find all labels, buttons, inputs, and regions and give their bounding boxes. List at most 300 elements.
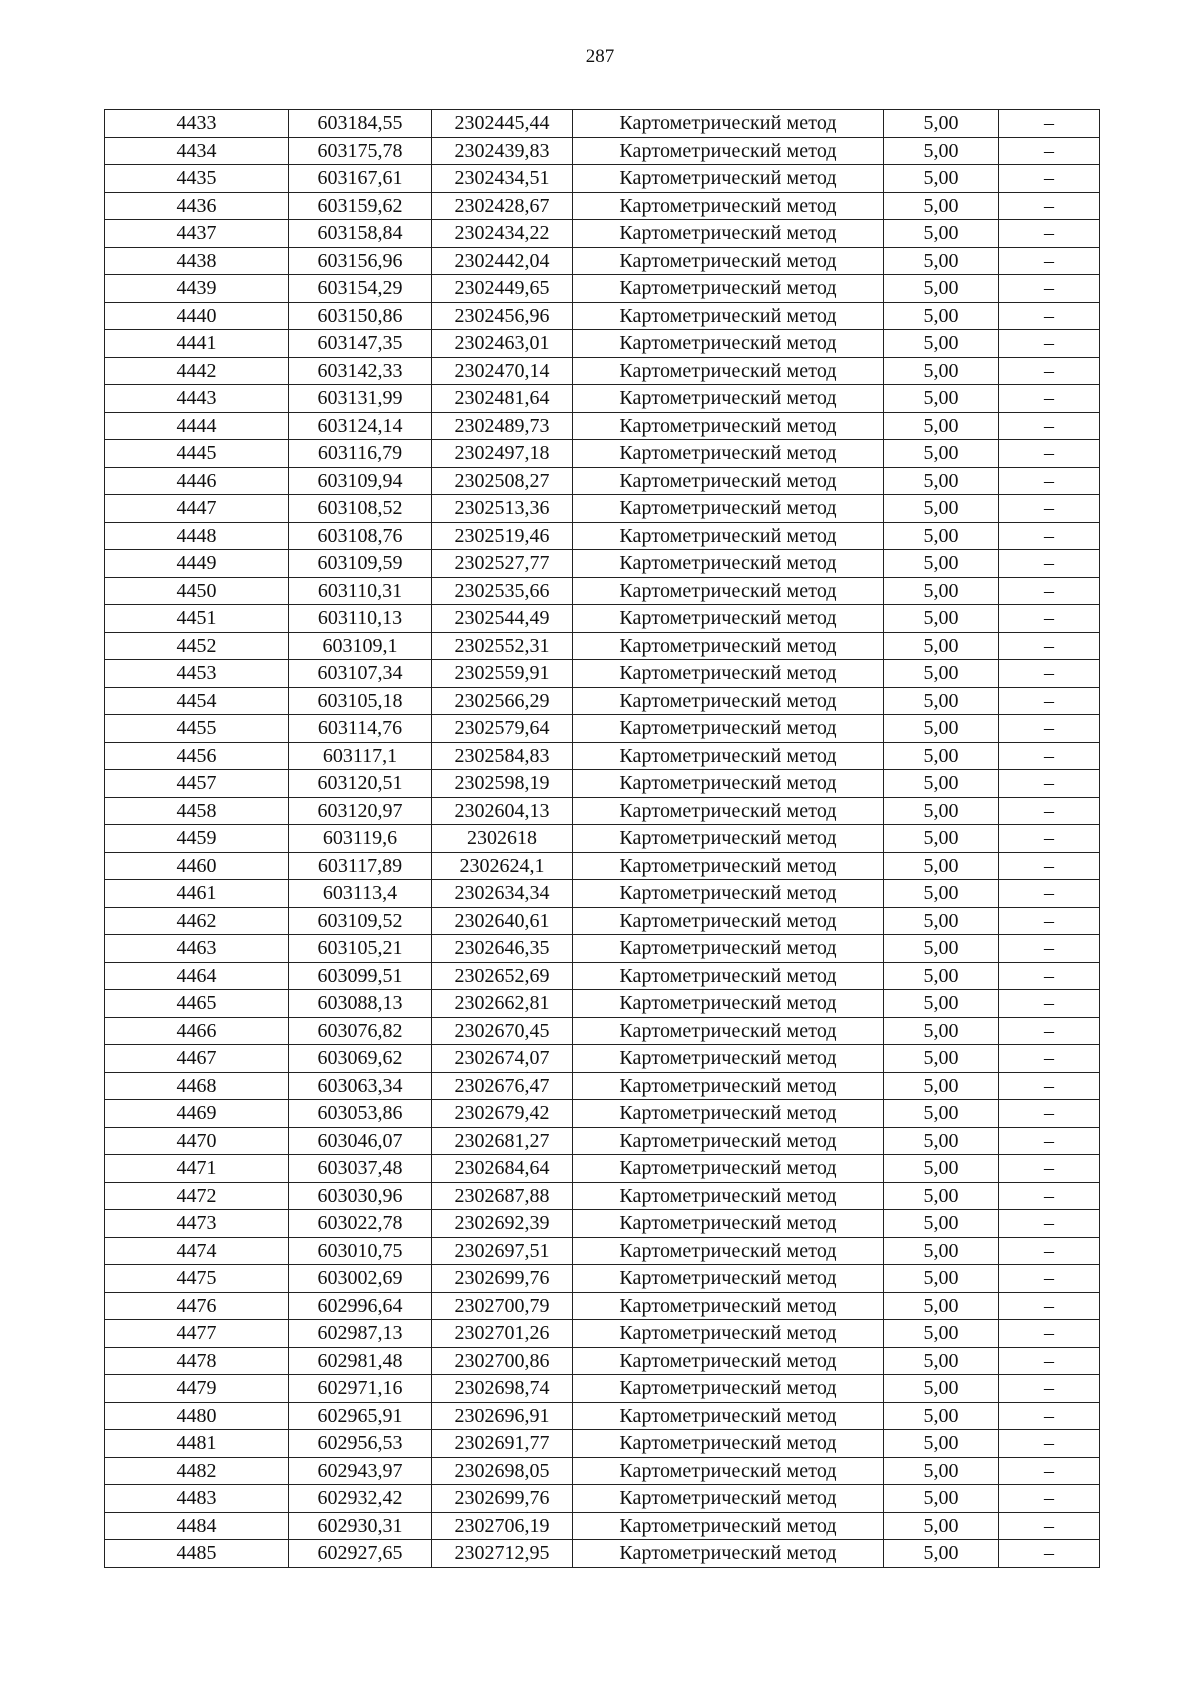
method-cell: Картометрический метод <box>573 1072 884 1100</box>
description-cell: – <box>999 1265 1100 1293</box>
accuracy-cell: 5,00 <box>884 385 999 413</box>
y-coordinate-cell: 2302662,81 <box>432 990 573 1018</box>
method-cell: Картометрический метод <box>573 330 884 358</box>
x-coordinate-cell: 603010,75 <box>289 1237 432 1265</box>
table-row <box>105 990 1100 1018</box>
x-coordinate-cell: 603158,84 <box>289 220 432 248</box>
point-number-cell: 4482 <box>105 1457 289 1485</box>
method-cell: Картометрический метод <box>573 577 884 605</box>
method-cell: Картометрический метод <box>573 1210 884 1238</box>
description-cell: – <box>999 742 1100 770</box>
method-cell: Картометрический метод <box>573 1155 884 1183</box>
table-row <box>105 220 1100 248</box>
table-row <box>105 1155 1100 1183</box>
y-coordinate-cell: 2302434,51 <box>432 165 573 193</box>
method-cell: Картометрический метод <box>573 495 884 523</box>
description-cell: – <box>999 1512 1100 1540</box>
table-row <box>105 192 1100 220</box>
method-cell: Картометрический метод <box>573 137 884 165</box>
table-row <box>105 1402 1100 1430</box>
accuracy-cell: 5,00 <box>884 165 999 193</box>
x-coordinate-cell: 603099,51 <box>289 962 432 990</box>
y-coordinate-cell: 2302676,47 <box>432 1072 573 1100</box>
accuracy-cell: 5,00 <box>884 247 999 275</box>
point-number-cell: 4439 <box>105 275 289 303</box>
point-number-cell: 4434 <box>105 137 289 165</box>
y-coordinate-cell: 2302598,19 <box>432 770 573 798</box>
table-row <box>105 1512 1100 1540</box>
y-coordinate-cell: 2302579,64 <box>432 715 573 743</box>
y-coordinate-cell: 2302508,27 <box>432 467 573 495</box>
x-coordinate-cell: 603116,79 <box>289 440 432 468</box>
y-coordinate-cell: 2302687,88 <box>432 1182 573 1210</box>
description-cell: – <box>999 1347 1100 1375</box>
y-coordinate-cell: 2302513,36 <box>432 495 573 523</box>
x-coordinate-cell: 603108,76 <box>289 522 432 550</box>
table-row <box>105 495 1100 523</box>
x-coordinate-cell: 602932,42 <box>289 1485 432 1513</box>
y-coordinate-cell: 2302445,44 <box>432 110 573 138</box>
x-coordinate-cell: 603113,4 <box>289 880 432 908</box>
point-number-cell: 4436 <box>105 192 289 220</box>
accuracy-cell: 5,00 <box>884 742 999 770</box>
accuracy-cell: 5,00 <box>884 357 999 385</box>
table-row <box>105 137 1100 165</box>
x-coordinate-cell: 603109,59 <box>289 550 432 578</box>
description-cell: – <box>999 715 1100 743</box>
y-coordinate-cell: 2302519,46 <box>432 522 573 550</box>
accuracy-cell: 5,00 <box>884 467 999 495</box>
description-cell: – <box>999 880 1100 908</box>
x-coordinate-cell: 603150,86 <box>289 302 432 330</box>
table-row <box>105 715 1100 743</box>
table-row <box>105 1265 1100 1293</box>
table-row <box>105 1127 1100 1155</box>
method-cell: Картометрический метод <box>573 990 884 1018</box>
x-coordinate-cell: 603120,51 <box>289 770 432 798</box>
table-row <box>105 467 1100 495</box>
table-row <box>105 165 1100 193</box>
accuracy-cell: 5,00 <box>884 1237 999 1265</box>
description-cell: – <box>999 852 1100 880</box>
point-number-cell: 4447 <box>105 495 289 523</box>
method-cell: Картометрический метод <box>573 852 884 880</box>
y-coordinate-cell: 2302434,22 <box>432 220 573 248</box>
x-coordinate-cell: 603030,96 <box>289 1182 432 1210</box>
accuracy-cell: 5,00 <box>884 1155 999 1183</box>
y-coordinate-cell: 2302428,67 <box>432 192 573 220</box>
y-coordinate-cell: 2302712,95 <box>432 1540 573 1568</box>
method-cell: Картометрический метод <box>573 1485 884 1513</box>
table-row <box>105 550 1100 578</box>
y-coordinate-cell: 2302552,31 <box>432 632 573 660</box>
table-row <box>105 797 1100 825</box>
coordinates-table-body <box>105 110 1100 1568</box>
point-number-cell: 4477 <box>105 1320 289 1348</box>
description-cell: – <box>999 990 1100 1018</box>
description-cell: – <box>999 275 1100 303</box>
description-cell: – <box>999 687 1100 715</box>
x-coordinate-cell: 602987,13 <box>289 1320 432 1348</box>
method-cell: Картометрический метод <box>573 165 884 193</box>
description-cell: – <box>999 1430 1100 1458</box>
table-row <box>105 880 1100 908</box>
method-cell: Картометрический метод <box>573 1540 884 1568</box>
point-number-cell: 4445 <box>105 440 289 468</box>
method-cell: Картометрический метод <box>573 1320 884 1348</box>
y-coordinate-cell: 2302700,79 <box>432 1292 573 1320</box>
description-cell: – <box>999 137 1100 165</box>
point-number-cell: 4460 <box>105 852 289 880</box>
description-cell: – <box>999 302 1100 330</box>
method-cell: Картометрический метод <box>573 605 884 633</box>
accuracy-cell: 5,00 <box>884 852 999 880</box>
description-cell: – <box>999 1182 1100 1210</box>
method-cell: Картометрический метод <box>573 907 884 935</box>
description-cell: – <box>999 605 1100 633</box>
description-cell: – <box>999 357 1100 385</box>
x-coordinate-cell: 603069,62 <box>289 1045 432 1073</box>
method-cell: Картометрический метод <box>573 550 884 578</box>
y-coordinate-cell: 2302691,77 <box>432 1430 573 1458</box>
description-cell: – <box>999 412 1100 440</box>
description-cell: – <box>999 247 1100 275</box>
method-cell: Картометрический метод <box>573 1265 884 1293</box>
description-cell: – <box>999 522 1100 550</box>
y-coordinate-cell: 2302699,76 <box>432 1265 573 1293</box>
point-number-cell: 4464 <box>105 962 289 990</box>
method-cell: Картометрический метод <box>573 880 884 908</box>
method-cell: Картометрический метод <box>573 1182 884 1210</box>
accuracy-cell: 5,00 <box>884 880 999 908</box>
x-coordinate-cell: 602930,31 <box>289 1512 432 1540</box>
method-cell: Картометрический метод <box>573 962 884 990</box>
point-number-cell: 4444 <box>105 412 289 440</box>
description-cell: – <box>999 825 1100 853</box>
page-number: 287 <box>585 46 615 67</box>
description-cell: – <box>999 467 1100 495</box>
method-cell: Картометрический метод <box>573 770 884 798</box>
y-coordinate-cell: 2302698,05 <box>432 1457 573 1485</box>
accuracy-cell: 5,00 <box>884 990 999 1018</box>
point-number-cell: 4442 <box>105 357 289 385</box>
table-row <box>105 852 1100 880</box>
description-cell: – <box>999 1375 1100 1403</box>
method-cell: Картометрический метод <box>573 302 884 330</box>
y-coordinate-cell: 2302497,18 <box>432 440 573 468</box>
description-cell: – <box>999 577 1100 605</box>
accuracy-cell: 5,00 <box>884 825 999 853</box>
y-coordinate-cell: 2302544,49 <box>432 605 573 633</box>
point-number-cell: 4479 <box>105 1375 289 1403</box>
accuracy-cell: 5,00 <box>884 1540 999 1568</box>
x-coordinate-cell: 603105,21 <box>289 935 432 963</box>
x-coordinate-cell: 603159,62 <box>289 192 432 220</box>
point-number-cell: 4466 <box>105 1017 289 1045</box>
accuracy-cell: 5,00 <box>884 962 999 990</box>
x-coordinate-cell: 603167,61 <box>289 165 432 193</box>
method-cell: Картометрический метод <box>573 715 884 743</box>
table-row <box>105 385 1100 413</box>
method-cell: Картометрический метод <box>573 440 884 468</box>
point-number-cell: 4448 <box>105 522 289 550</box>
y-coordinate-cell: 2302604,13 <box>432 797 573 825</box>
description-cell: – <box>999 797 1100 825</box>
table-row <box>105 577 1100 605</box>
x-coordinate-cell: 603063,34 <box>289 1072 432 1100</box>
x-coordinate-cell: 603108,52 <box>289 495 432 523</box>
table-row <box>105 302 1100 330</box>
x-coordinate-cell: 603105,18 <box>289 687 432 715</box>
accuracy-cell: 5,00 <box>884 1375 999 1403</box>
x-coordinate-cell: 603117,1 <box>289 742 432 770</box>
method-cell: Картометрический метод <box>573 220 884 248</box>
table-row <box>105 935 1100 963</box>
point-number-cell: 4451 <box>105 605 289 633</box>
point-number-cell: 4470 <box>105 1127 289 1155</box>
point-number-cell: 4452 <box>105 632 289 660</box>
method-cell: Картометрический метод <box>573 632 884 660</box>
x-coordinate-cell: 603114,76 <box>289 715 432 743</box>
method-cell: Картометрический метод <box>573 1127 884 1155</box>
accuracy-cell: 5,00 <box>884 302 999 330</box>
table-row <box>105 1100 1100 1128</box>
table-row <box>105 907 1100 935</box>
y-coordinate-cell: 2302456,96 <box>432 302 573 330</box>
y-coordinate-cell: 2302706,19 <box>432 1512 573 1540</box>
point-number-cell: 4467 <box>105 1045 289 1073</box>
accuracy-cell: 5,00 <box>884 1292 999 1320</box>
accuracy-cell: 5,00 <box>884 1265 999 1293</box>
point-number-cell: 4454 <box>105 687 289 715</box>
point-number-cell: 4435 <box>105 165 289 193</box>
description-cell: – <box>999 440 1100 468</box>
accuracy-cell: 5,00 <box>884 440 999 468</box>
point-number-cell: 4463 <box>105 935 289 963</box>
description-cell: – <box>999 110 1100 138</box>
method-cell: Картометрический метод <box>573 1430 884 1458</box>
accuracy-cell: 5,00 <box>884 412 999 440</box>
description-cell: – <box>999 495 1100 523</box>
accuracy-cell: 5,00 <box>884 660 999 688</box>
description-cell: – <box>999 220 1100 248</box>
table-row <box>105 1375 1100 1403</box>
y-coordinate-cell: 2302679,42 <box>432 1100 573 1128</box>
table-row <box>105 1430 1100 1458</box>
x-coordinate-cell: 602956,53 <box>289 1430 432 1458</box>
method-cell: Картометрический метод <box>573 357 884 385</box>
y-coordinate-cell: 2302618 <box>432 825 573 853</box>
description-cell: – <box>999 1210 1100 1238</box>
accuracy-cell: 5,00 <box>884 110 999 138</box>
accuracy-cell: 5,00 <box>884 1210 999 1238</box>
point-number-cell: 4441 <box>105 330 289 358</box>
accuracy-cell: 5,00 <box>884 632 999 660</box>
point-number-cell: 4455 <box>105 715 289 743</box>
accuracy-cell: 5,00 <box>884 1402 999 1430</box>
method-cell: Картометрический метод <box>573 1292 884 1320</box>
accuracy-cell: 5,00 <box>884 687 999 715</box>
method-cell: Картометрический метод <box>573 825 884 853</box>
description-cell: – <box>999 1402 1100 1430</box>
description-cell: – <box>999 1017 1100 1045</box>
accuracy-cell: 5,00 <box>884 1457 999 1485</box>
x-coordinate-cell: 602996,64 <box>289 1292 432 1320</box>
x-coordinate-cell: 602981,48 <box>289 1347 432 1375</box>
method-cell: Картометрический метод <box>573 687 884 715</box>
x-coordinate-cell: 603002,69 <box>289 1265 432 1293</box>
point-number-cell: 4446 <box>105 467 289 495</box>
method-cell: Картометрический метод <box>573 1457 884 1485</box>
description-cell: – <box>999 385 1100 413</box>
y-coordinate-cell: 2302699,76 <box>432 1485 573 1513</box>
description-cell: – <box>999 1292 1100 1320</box>
y-coordinate-cell: 2302481,64 <box>432 385 573 413</box>
y-coordinate-cell: 2302470,14 <box>432 357 573 385</box>
y-coordinate-cell: 2302684,64 <box>432 1155 573 1183</box>
x-coordinate-cell: 603110,31 <box>289 577 432 605</box>
method-cell: Картометрический метод <box>573 797 884 825</box>
description-cell: – <box>999 165 1100 193</box>
accuracy-cell: 5,00 <box>884 1485 999 1513</box>
accuracy-cell: 5,00 <box>884 577 999 605</box>
table-row <box>105 1017 1100 1045</box>
x-coordinate-cell: 602971,16 <box>289 1375 432 1403</box>
method-cell: Картометрический метод <box>573 522 884 550</box>
table-row <box>105 742 1100 770</box>
x-coordinate-cell: 603142,33 <box>289 357 432 385</box>
point-number-cell: 4480 <box>105 1402 289 1430</box>
accuracy-cell: 5,00 <box>884 797 999 825</box>
point-number-cell: 4485 <box>105 1540 289 1568</box>
y-coordinate-cell: 2302634,34 <box>432 880 573 908</box>
description-cell: – <box>999 1072 1100 1100</box>
y-coordinate-cell: 2302701,26 <box>432 1320 573 1348</box>
point-number-cell: 4484 <box>105 1512 289 1540</box>
method-cell: Картометрический метод <box>573 467 884 495</box>
method-cell: Картометрический метод <box>573 1017 884 1045</box>
description-cell: – <box>999 330 1100 358</box>
accuracy-cell: 5,00 <box>884 715 999 743</box>
table-row <box>105 330 1100 358</box>
method-cell: Картометрический метод <box>573 1237 884 1265</box>
description-cell: – <box>999 1457 1100 1485</box>
x-coordinate-cell: 603037,48 <box>289 1155 432 1183</box>
y-coordinate-cell: 2302566,29 <box>432 687 573 715</box>
description-cell: – <box>999 1045 1100 1073</box>
x-coordinate-cell: 602943,97 <box>289 1457 432 1485</box>
table-row <box>105 247 1100 275</box>
x-coordinate-cell: 603131,99 <box>289 385 432 413</box>
y-coordinate-cell: 2302489,73 <box>432 412 573 440</box>
y-coordinate-cell: 2302527,77 <box>432 550 573 578</box>
point-number-cell: 4449 <box>105 550 289 578</box>
table-row <box>105 1540 1100 1568</box>
method-cell: Картометрический метод <box>573 1045 884 1073</box>
point-number-cell: 4459 <box>105 825 289 853</box>
accuracy-cell: 5,00 <box>884 275 999 303</box>
accuracy-cell: 5,00 <box>884 770 999 798</box>
point-number-cell: 4481 <box>105 1430 289 1458</box>
y-coordinate-cell: 2302692,39 <box>432 1210 573 1238</box>
y-coordinate-cell: 2302681,27 <box>432 1127 573 1155</box>
table-row <box>105 825 1100 853</box>
description-cell: – <box>999 192 1100 220</box>
x-coordinate-cell: 603046,07 <box>289 1127 432 1155</box>
table-row <box>105 522 1100 550</box>
description-cell: – <box>999 935 1100 963</box>
point-number-cell: 4461 <box>105 880 289 908</box>
x-coordinate-cell: 603120,97 <box>289 797 432 825</box>
y-coordinate-cell: 2302700,86 <box>432 1347 573 1375</box>
accuracy-cell: 5,00 <box>884 1127 999 1155</box>
method-cell: Картометрический метод <box>573 275 884 303</box>
description-cell: – <box>999 1540 1100 1568</box>
point-number-cell: 4456 <box>105 742 289 770</box>
x-coordinate-cell: 603076,82 <box>289 1017 432 1045</box>
x-coordinate-cell: 602965,91 <box>289 1402 432 1430</box>
point-number-cell: 4438 <box>105 247 289 275</box>
point-number-cell: 4457 <box>105 770 289 798</box>
description-cell: – <box>999 1100 1100 1128</box>
point-number-cell: 4473 <box>105 1210 289 1238</box>
y-coordinate-cell: 2302696,91 <box>432 1402 573 1430</box>
point-number-cell: 4462 <box>105 907 289 935</box>
x-coordinate-cell: 603022,78 <box>289 1210 432 1238</box>
x-coordinate-cell: 603154,29 <box>289 275 432 303</box>
point-number-cell: 4450 <box>105 577 289 605</box>
y-coordinate-cell: 2302535,66 <box>432 577 573 605</box>
x-coordinate-cell: 603184,55 <box>289 110 432 138</box>
x-coordinate-cell: 602927,65 <box>289 1540 432 1568</box>
point-number-cell: 4478 <box>105 1347 289 1375</box>
table-row <box>105 1072 1100 1100</box>
description-cell: – <box>999 1155 1100 1183</box>
method-cell: Картометрический метод <box>573 742 884 770</box>
accuracy-cell: 5,00 <box>884 1100 999 1128</box>
accuracy-cell: 5,00 <box>884 522 999 550</box>
table-row <box>105 1182 1100 1210</box>
method-cell: Картометрический метод <box>573 1100 884 1128</box>
method-cell: Картометрический метод <box>573 660 884 688</box>
accuracy-cell: 5,00 <box>884 1072 999 1100</box>
description-cell: – <box>999 907 1100 935</box>
accuracy-cell: 5,00 <box>884 1182 999 1210</box>
accuracy-cell: 5,00 <box>884 935 999 963</box>
point-number-cell: 4468 <box>105 1072 289 1100</box>
x-coordinate-cell: 603053,86 <box>289 1100 432 1128</box>
point-number-cell: 4440 <box>105 302 289 330</box>
x-coordinate-cell: 603156,96 <box>289 247 432 275</box>
x-coordinate-cell: 603124,14 <box>289 412 432 440</box>
point-number-cell: 4458 <box>105 797 289 825</box>
accuracy-cell: 5,00 <box>884 1045 999 1073</box>
point-number-cell: 4475 <box>105 1265 289 1293</box>
description-cell: – <box>999 550 1100 578</box>
description-cell: – <box>999 1237 1100 1265</box>
accuracy-cell: 5,00 <box>884 1320 999 1348</box>
accuracy-cell: 5,00 <box>884 137 999 165</box>
x-coordinate-cell: 603088,13 <box>289 990 432 1018</box>
method-cell: Картометрический метод <box>573 1347 884 1375</box>
point-number-cell: 4472 <box>105 1182 289 1210</box>
y-coordinate-cell: 2302584,83 <box>432 742 573 770</box>
x-coordinate-cell: 603147,35 <box>289 330 432 358</box>
method-cell: Картометрический метод <box>573 110 884 138</box>
y-coordinate-cell: 2302674,07 <box>432 1045 573 1073</box>
table-row <box>105 1320 1100 1348</box>
table-row <box>105 687 1100 715</box>
